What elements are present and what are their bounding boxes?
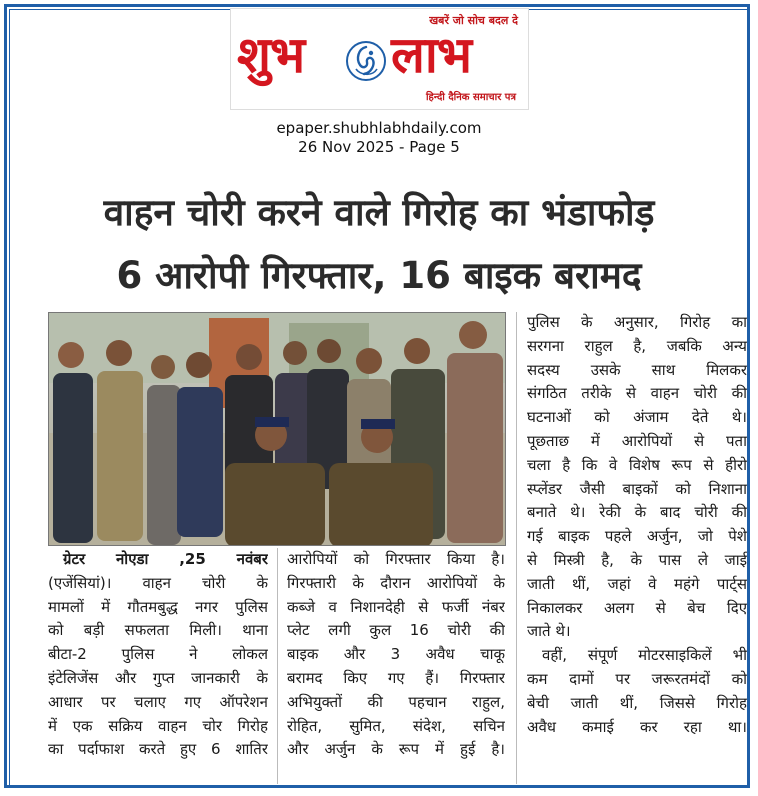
masthead-subtag: हिन्दी दैनिक समाचार पत्र [425,92,516,103]
article-line: आधार पर चलाए गए ऑपरेशन [48,692,268,711]
ganesha-emblem-icon [344,39,388,83]
article-line: में एक सक्रिय वाहन चोर गिरोह [48,716,268,735]
article-line: संगठित तरीके से वाहन चोरी की [527,384,747,403]
column-divider [516,312,517,784]
article-line: कम दामों पर जरूरतमंदों को [527,669,747,688]
edition-date: 26 Nov 2025 - Page 5 [298,138,460,156]
article-line: पुलिस के अनुसार, गिरोह का [527,313,747,331]
article-column-2 [287,548,505,762]
article-line: इंटेलिजेंस और गुप्त जानकारी के [48,668,268,687]
article-line: पूछताछ में आरोपियों से पता [527,431,747,450]
article-line: प्लेट लगी कुल 16 चोरी की [287,621,505,640]
article-line: सदस्य उसके साथ मिलकर [527,360,747,379]
article-line: रोहित, सुमित, संदेश, सचिन [287,716,505,735]
article-line: बीटा-2 पुलिस ने लोकल [48,645,268,664]
article-line: स्प्लेंडर जैसी बाइकों को निशाना [527,479,747,498]
article-line: बनाते थे। रेकी के बाद चोरी की [527,503,747,522]
article-line: गिरफ्तारी के दौरान आरोपियों के [287,573,505,592]
article-line: (एजेंसियां)। वाहन चोरी के [48,573,268,592]
news-photo [48,312,506,546]
article-line: बेची जाती थीं, जिससे गिरोह [527,693,747,712]
article-line: गई बाइक पहले अर्जुन, जो पेशे [527,527,747,546]
logo-word-shubh: शुभ [237,26,305,84]
article-line: अभियुक्तों की पहचान राहुल, [287,692,505,711]
article-line: बाइक और 3 अवैध चाकू [287,645,505,664]
article-line: को बड़ी सफलता मिली। थाना [48,621,268,640]
article-line: से मिस्त्री है, के पास ले जाई [527,550,747,569]
article-line: सरगना राहुल है, जबकि अन्य [527,336,747,355]
article-line: कब्जे व निशानदेही से फर्जी नंबर [287,597,505,616]
article-line: बरामद किए गए हैं। गिरफ्तार [287,668,505,687]
article-column-3 [527,311,747,739]
dateline: ग्रेटर नोएडा ,25 नवंबर [63,550,268,568]
article-column-1 [48,548,268,762]
masthead-tagline: खबरें जो सोच बदल दे [429,14,518,27]
article-line: जाते थे। [527,622,571,641]
article-line: अवैध कमाई कर रहा था। [527,717,747,736]
article-line: जाती थीं, जहां वे महंगे पार्ट्स [527,574,747,593]
article-line: वहीं, संपूर्ण मोटरसाइकिलें भी [542,646,747,665]
logo-word-labh: लाभ [391,26,471,84]
headline-line-1: वाहन चोरी करने वाले गिरोह का भंडाफोड़ [103,191,655,234]
article-line: और अर्जुन के रूप में हुई है। [287,740,505,759]
article-line: आरोपियों को गिरफ्तार किया है। [287,550,505,568]
epaper-url: epaper.shubhlabhdaily.com [276,119,482,137]
article-line: निकालकर अलग से बेच दिए [527,598,747,617]
article-line: का पर्दाफाश करते हुए 6 शातिर [48,740,268,759]
police-press-photo [49,313,506,546]
masthead [230,8,529,110]
headline-line-2: 6 आरोपी गिरफ्तार, 16 बाइक बरामद [116,254,642,297]
article-line: चला है कि वे विशेष रूप से हीरो [527,455,747,474]
column-divider [277,548,278,784]
article-line: घटनाओं को अंजाम देते थे। [527,408,747,427]
article-line: मामलों में गौतमबुद्ध नगर पुलिस [48,597,268,616]
